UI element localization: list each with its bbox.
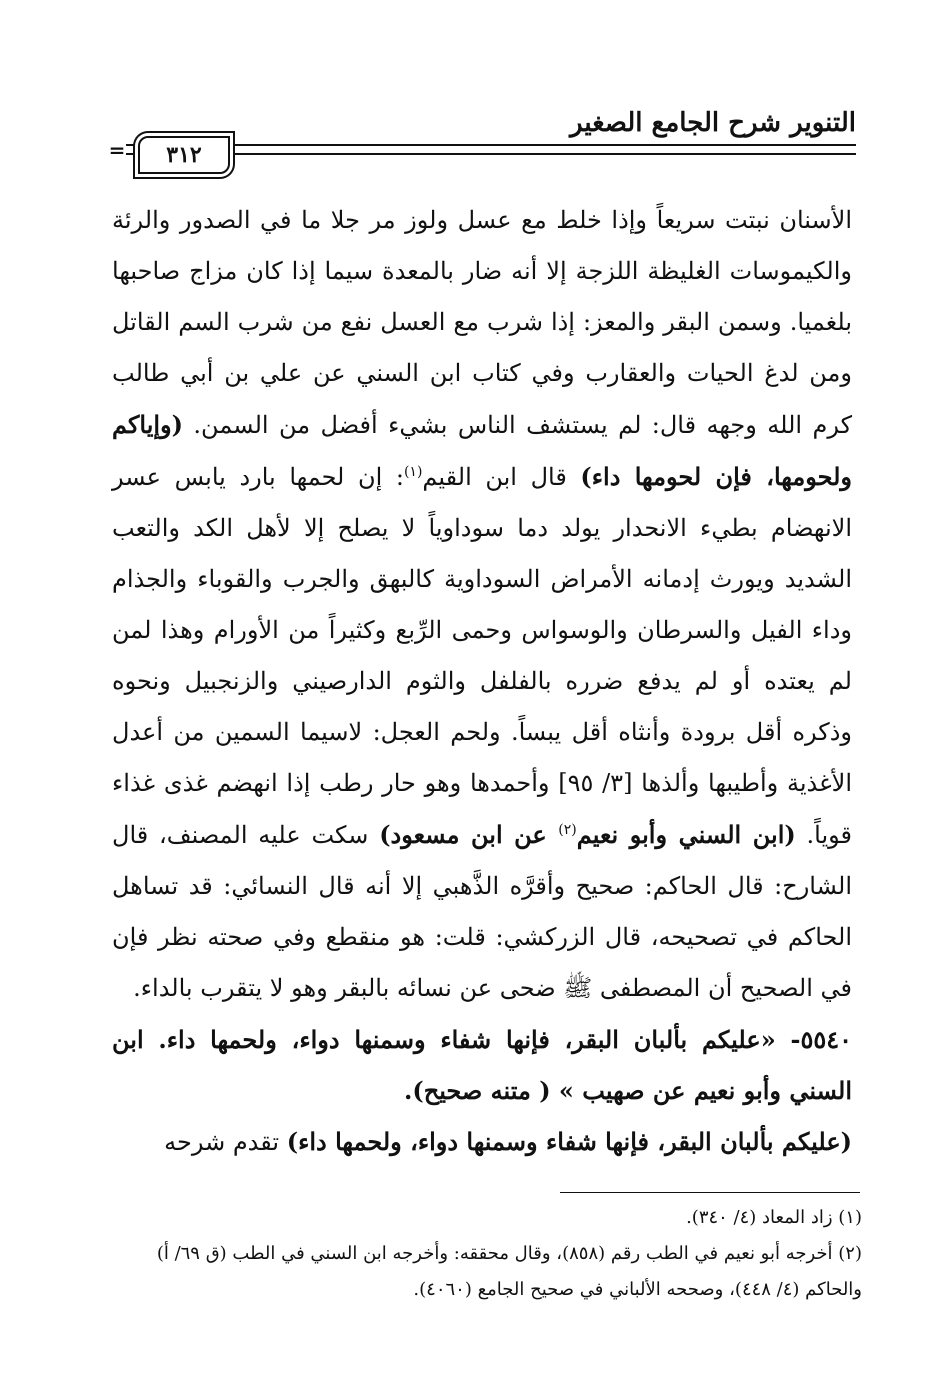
text-run: : إن لحمها بارد يابس عسر الانهضام بطيء الانحدار يولد دما سوداوياً لا يصلح إلا لأهل الكد والتعب الشديد ويورث إدمانه الأمراض السوداوية كالبهق والجرب والقوباء والجذام وداء الفيل والسرطان والوسواس وحمى الرِّبع وكثيراً من الأورام وهذا لمن لم يعتده أو لم يدفع ضرره بالفلفل والثوم الدارصيني والزنجبيل ونحوه وذكره أقل برودة وأنثاه أقل يبساً. ولحم العجل: لاسيما السمين من أعدل الأغذية وأطيبها وألذها [٣/ ٩٥] وأحمدها وهو حار رطب إذا انهضم غذى غذاء قوياً. <box>112 463 853 849</box>
footnote-ref-2[interactable]: (٢) <box>558 822 577 838</box>
bold-source: عن ابن مسعود) <box>379 820 559 849</box>
paragraph-commentary-2 <box>112 1116 852 1168</box>
body-text <box>112 195 852 1168</box>
footnote-2-line-1: (٢) أخرجه أبو نعيم في الطب رقم (٨٥٨)، وقال محققه: وأخرجه ابن السني في الطب (ق ٦٩/ أ) <box>156 1243 862 1264</box>
running-title: التنوير شرح الجامع الصغير <box>570 108 856 138</box>
text-run: الأسنان نبتت سريعاً وإذا خلط مع عسل ولوز مر جلا ما في الصدور والرئة والكيموسات الغليظة اللزجة إلا أنه ضار بالمعدة سيما إذا كان مزاج صاحبها بلغميا. وسمن البقر والمعز: إذا شرب مع العسل نفع من شرب السم القاتل ومن لدغ الحيات والعقارب وفي كتاب ابن السني عن علي بن أبي طالب كرم الله وجهه قال: لم يستشف الناس بشيء أفضل من السمن. <box>112 206 852 439</box>
hadith-text: ٥٥٤٠- «عليكم بألبان البقر، فإنها شفاء وسمنها دواء، ولحمها داء. ابن السني وأبو نعيم عن صهيب » ( متنه صحيح). <box>112 1025 852 1105</box>
bold-hadith-quote: (عليكم بألبان البقر، فإنها شفاء وسمنها دواء، ولحمها داء) <box>286 1127 852 1156</box>
page-number: ٣١٢ <box>138 136 230 174</box>
footnote-ref-1[interactable]: (١) <box>403 464 423 480</box>
page-header <box>108 100 856 180</box>
bold-source: (ابن السني وأبو نعيم <box>576 820 796 849</box>
footnote-separator <box>560 1192 860 1193</box>
footnote-2-line-2: والحاكم (٤/ ٤٤٨)، وصححه الألباني في صحيح الجامع (٤٠٦٠). <box>413 1279 862 1300</box>
bold-hadith-quote: (وإياكم ولحومها، فإن لحومها داء) <box>112 410 852 491</box>
text-run: سكت عليه المصنف، قال الشارح: قال الحاكم: صحيح وأقرَّه الذَّهبي إلا أنه قال النسائي: قد تساهل الحاكم في تصحيحه، قال الزركشي: قلت: هو منقطع وفي صحته نظر فإن في الصحيح أن المصطفى ﷺ ضحى عن نسائه بالبقر وهو لا يتقرب بالداء. <box>112 821 852 1002</box>
header-mark: = <box>108 138 126 162</box>
footnote-1: (١) زاد المعاد (٤/ ٣٤٠). <box>686 1207 862 1228</box>
paragraph-commentary <box>112 195 852 1014</box>
footnotes <box>112 1200 862 1308</box>
text-run: تقدم شرحه <box>164 1128 287 1156</box>
text-run: قال ابن القيم <box>422 463 581 491</box>
